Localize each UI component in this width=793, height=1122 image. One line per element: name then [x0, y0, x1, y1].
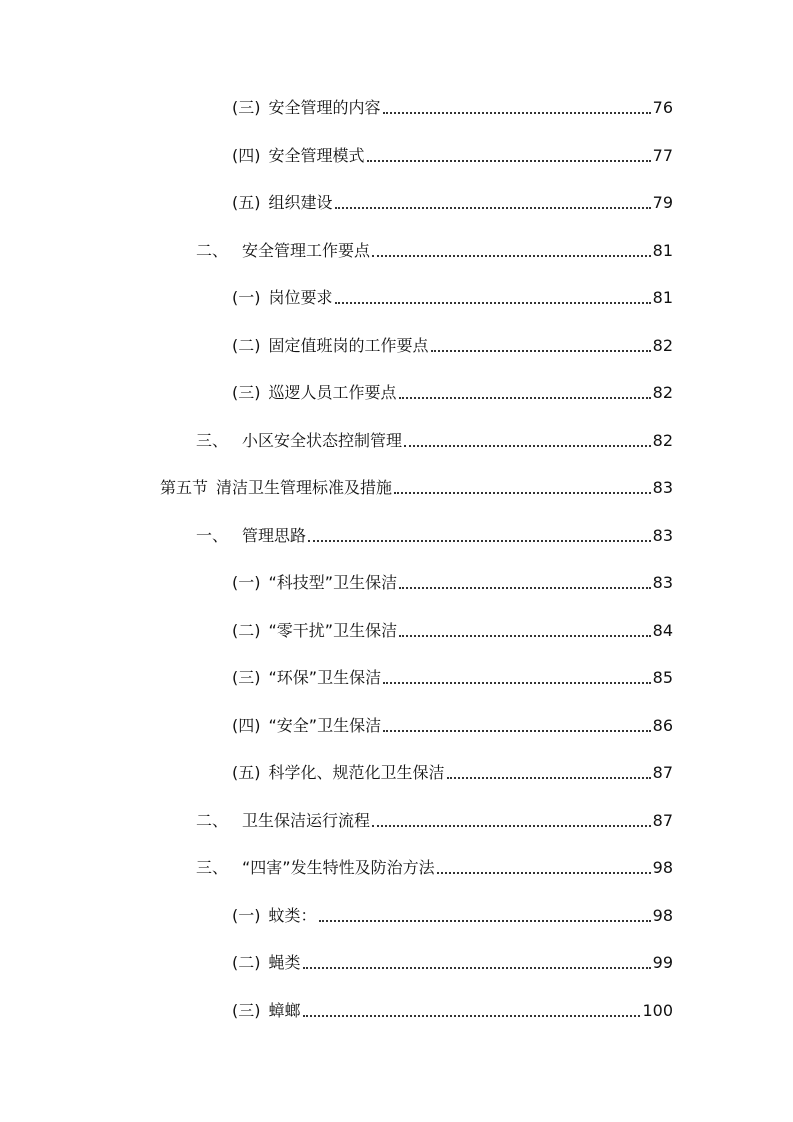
toc-entry-title: 安全管理的内容	[268, 98, 381, 117]
toc-entry-page-number: 79	[652, 193, 673, 212]
toc-entry-page-number: 83	[652, 525, 673, 545]
toc-entry-title: 蟑螂	[268, 1000, 301, 1020]
toc-entry-page-number: 83	[652, 573, 673, 592]
toc-entry-title: 安全管理模式	[268, 145, 365, 165]
dot-leader	[372, 825, 651, 827]
toc-entry-number: (二)	[232, 953, 261, 972]
toc-entry-page-number: 82	[652, 335, 673, 355]
toc-entry[interactable]	[232, 951, 673, 975]
toc-entry-number: (三)	[232, 98, 261, 117]
toc-entry-number: (一)	[232, 905, 261, 925]
toc-entry-page-number: 98	[652, 858, 673, 877]
toc-entry-title: 小区安全状态控制管理	[242, 430, 403, 450]
dot-leader	[319, 920, 651, 922]
toc-entry-number: (三)	[232, 383, 261, 402]
toc-entry-title: 巡逻人员工作要点	[268, 383, 397, 402]
toc-entry-page-number: 98	[652, 905, 673, 925]
dot-leader	[303, 1015, 641, 1017]
toc-entry[interactable]	[196, 429, 673, 453]
toc-entry-page-number: 77	[652, 145, 673, 165]
toc-entry-number: (四)	[232, 715, 261, 735]
toc-entry-title: 固定值班岗的工作要点	[268, 335, 429, 355]
toc-entry-number: (三)	[232, 668, 261, 687]
toc-entry-number: 第五节	[160, 478, 209, 497]
toc-entry-page-number: 76	[652, 98, 673, 117]
toc-entry-number: 二、	[196, 240, 229, 260]
dot-leader	[383, 682, 651, 684]
dot-leader	[383, 112, 651, 114]
dot-leader	[367, 160, 651, 162]
toc-entry-number: 二、	[196, 810, 229, 830]
toc-entry[interactable]	[232, 191, 673, 215]
toc-entry-title: “零干扰”卫生保洁	[268, 620, 398, 640]
toc-entry-page-number: 87	[652, 810, 673, 830]
toc-entry-title: 组织建设	[268, 193, 333, 212]
toc-entry-title: “环保”卫生保洁	[268, 668, 382, 687]
toc-entry-page-number: 86	[652, 715, 673, 735]
toc-entry-title: “科技型”卫生保洁	[268, 573, 398, 592]
toc-entry-page-number: 99	[652, 953, 673, 972]
dot-leader	[372, 255, 651, 257]
toc-entry-title: 安全管理工作要点	[242, 240, 371, 260]
toc-entry-number: (五)	[232, 193, 261, 212]
toc-entry-title: 清洁卫生管理标准及措施	[216, 478, 393, 497]
toc-entry-title: “安全”卫生保洁	[268, 715, 382, 735]
toc-entry-page-number: 87	[652, 763, 673, 782]
toc-entry[interactable]	[232, 144, 673, 168]
toc-entry-page-number: 83	[652, 478, 673, 497]
toc-entry-page-number: 85	[652, 668, 673, 687]
toc-entry-title: 管理思路	[242, 525, 307, 545]
toc-entry-page-number: 82	[652, 430, 673, 450]
toc-entry-number: (一)	[232, 573, 261, 592]
dot-leader	[335, 207, 651, 209]
toc-entry-page-number: 100	[642, 1000, 673, 1020]
dot-leader	[399, 397, 651, 399]
dot-leader	[447, 777, 651, 779]
toc-entry[interactable]	[232, 904, 673, 928]
toc-entry[interactable]	[232, 381, 673, 405]
dot-leader	[383, 730, 651, 732]
toc-entry[interactable]	[232, 666, 673, 690]
dot-leader	[303, 967, 651, 969]
toc-entry-title: 蚊类：	[268, 905, 317, 925]
toc-entry[interactable]	[232, 334, 673, 358]
toc-entry-number: 三、	[196, 858, 229, 877]
toc-entry[interactable]	[232, 571, 673, 595]
toc-entry[interactable]	[196, 524, 673, 548]
toc-entry[interactable]	[232, 714, 673, 738]
toc-entry-page-number: 81	[652, 240, 673, 260]
toc-entry-number: (二)	[232, 335, 261, 355]
toc-entry-number: 三、	[196, 430, 229, 450]
toc-entry-number: 一、	[196, 525, 229, 545]
toc-entry-page-number: 82	[652, 383, 673, 402]
toc-entry-number: (三)	[232, 1000, 261, 1020]
toc-entry[interactable]	[232, 619, 673, 643]
toc-entry-number: (五)	[232, 763, 261, 782]
toc-entry[interactable]	[196, 239, 673, 263]
dot-leader	[335, 302, 651, 304]
toc-entry-title: 蝇类	[268, 953, 301, 972]
dot-leader	[308, 540, 651, 542]
toc-entry[interactable]	[160, 476, 673, 500]
dot-leader	[404, 445, 651, 447]
toc-entry-page-number: 84	[652, 620, 673, 640]
toc-entry-title: 科学化、规范化卫生保洁	[268, 763, 445, 782]
dot-leader	[399, 635, 651, 637]
toc-entry[interactable]	[232, 96, 673, 120]
toc-entry-number: (四)	[232, 145, 261, 165]
toc-entry-page-number: 81	[652, 288, 673, 307]
toc-entry[interactable]	[196, 809, 673, 833]
dot-leader	[394, 492, 651, 494]
dot-leader	[399, 587, 651, 589]
toc-entry[interactable]	[232, 999, 673, 1023]
dot-leader	[437, 872, 651, 874]
dot-leader	[431, 350, 651, 352]
toc-entry-number: (二)	[232, 620, 261, 640]
toc-entry[interactable]	[196, 856, 673, 880]
toc-entry-title: 岗位要求	[268, 288, 333, 307]
toc-entry[interactable]	[232, 761, 673, 785]
toc-entry-title: “四害”发生特性及防治方法	[242, 858, 435, 877]
toc-entry-number: (一)	[232, 288, 261, 307]
toc-entry-title: 卫生保洁运行流程	[242, 810, 371, 830]
toc-entry[interactable]	[232, 286, 673, 310]
